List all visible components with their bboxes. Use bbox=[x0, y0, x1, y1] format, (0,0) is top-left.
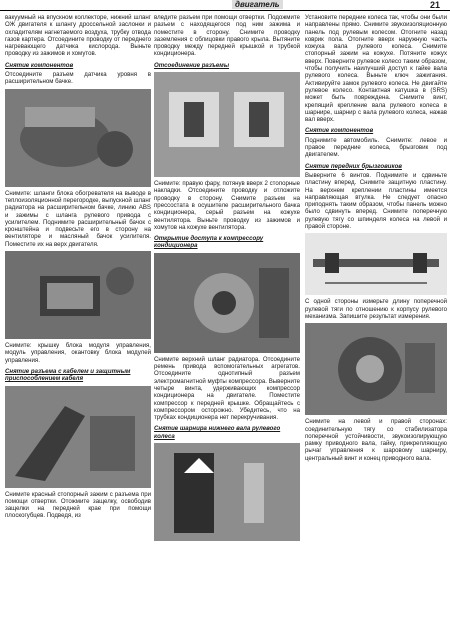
page-number: 21 bbox=[429, 0, 440, 10]
paragraph: Поднимите автомобиль. Снимите: левое и правое передние колеса, брызговик под двигателем. bbox=[305, 136, 447, 159]
paragraph: Выверните 6 винтов. Поднимите и сдвиньте пластину вперед. Снимите защитную пластину. На верхнем креплении пластины имеется направляющая втулка. Не следует опасно приподнять таким образом, чтобы панель можно было сдвинуть вперед. Снимите поперечную рулевую тягу со шпинделя колеса на левой и правой стороне. bbox=[305, 171, 447, 231]
engine-bay-photo bbox=[5, 89, 151, 187]
photo-caption: Снимите красный стопорный зажим с разъема при помощи отвертки. Отожмите защелку, освободив защелки на передней крае при помощи плоскогубцев. Подведя, из bbox=[5, 490, 151, 520]
section-heading: Снятие передних брызговиков bbox=[305, 162, 402, 170]
photo-caption: Снимите на левой и правой сторонах: соединительную тягу со стабилизатора поперечной устойчивости, звукоизолирующую рамку приводного вала, гайку, прикрепляющую рычаг управления к шаровому шарниру, центральный винт и конец приводного вала. bbox=[305, 418, 447, 462]
control-module-photo bbox=[5, 251, 151, 339]
section-heading: Снятие компонентов bbox=[5, 61, 74, 69]
ac-compressor-photo bbox=[154, 253, 300, 353]
section-heading: Отсоединение разъемы bbox=[154, 61, 230, 69]
section-heading: Снятие шарнира нижнего вала рулевого колеса bbox=[154, 425, 281, 440]
steering-shaft-photo bbox=[154, 443, 300, 541]
photo-caption: Снимите верхний шланг радиатора. Отсоедините ремень привода вспомогательных агрегатов. Отсоедините однотипный разъем электромагнитной муфты компрессора. Выверните четыре винта, удерживающих компрессор кондиционера на двигателе. Поместите компрессор к передней крышке. Обращайтесь с компрессором осторожно. Убедитесь, что на трубках кондиционера нет перекручивания. bbox=[154, 355, 300, 422]
tie-rod-diagram bbox=[305, 233, 447, 295]
paragraph: вледите разъем при помощи отвертки. Подожмите разъем с находящегося под ним зажима и поместите в сторону. Снимите проводку заземления с облицовки правого крыла. Вытяните проводку между передней крышкой и трубкой кондиционера. bbox=[154, 14, 300, 58]
page-header bbox=[0, 0, 450, 10]
section-heading: Снятие разъема с кабелем и защитным приспособлением кабеля bbox=[5, 367, 131, 383]
headlight-photo bbox=[154, 72, 300, 177]
section-heading: Открытие доступа к компрессору кондиционера bbox=[154, 235, 264, 250]
column-right bbox=[305, 14, 447, 464]
photo-caption: Снимите: правую фару, потянув вверх 2 стопорные накладки. Отсоедините проводку и отложите проводку в сторону. Снимите разъем на прессостата в осушителе расширительного бачка кондиционера, серый разъем на кожухе вентилятора. Выньте проводку из зажимов и хомутов на кожухе вентилятора. bbox=[154, 180, 300, 231]
paragraph: вакуумный на впускном коллекторе, нижний шланг ОЖ двигателя к шлангу дроссельной заслонки и охладителям нагнетаемого воздуха, трубку отвода газов картера. Отсоедините проводку от переднего нагревающего датчика кислорода. Выньте проводку из зажимов и хомутов. bbox=[5, 14, 151, 58]
paragraph: Отсоедините разъем датчика уровня в расширительном бачке. bbox=[5, 71, 151, 86]
paragraph: Установите передние колеса так, чтобы они были направлены прямо. Снимите звукоизоляционную панель под рулевым колесом. Отогните назад коврик пола. Отогните вверх наружную часть кожуха вала рулевого колеса. Снимите стопорный зажим на кожухе. Потяните кожух вверх. Поверните рулевое колесо таким образом, чтобы получить наилучший доступ к гайке вала рулевого колеса. Выньте ключ зажигания. Активируйте замок рулевого колеса. Не двигайте рулевое колесо. Контактная катушка в (SRS) может быть повреждена. Снимите винт, крепящий крепление вала рулевого колеса в шарнире, шарнир с вала рулевого колеса, нажав вал вверх. bbox=[305, 14, 447, 124]
stabilizer-link-photo bbox=[305, 323, 447, 415]
cable-connector-photo bbox=[5, 386, 151, 488]
section-heading: Снятие компонентов bbox=[305, 127, 374, 135]
header-title: двигатель bbox=[232, 0, 283, 9]
photo-caption: Снимите: шланги блока обогревателя на выводе в теплоизоляционной перегородке, выпускной шланг радиатора на расширительном бачке, линию ABS и зажимы с шланга рулевого привода с усилителем. Поднимите расширительный бачок с кронштейна и подвесьте его в сторону на вентиляторе и масляный бачок усилителя. Поместите их на верх двигателя. bbox=[5, 189, 151, 248]
header-rule bbox=[0, 10, 450, 11]
column-left bbox=[5, 14, 151, 522]
column-middle bbox=[154, 14, 300, 544]
photo-caption: С одной стороны измерьте длину поперечной рулевой тяги по отношению к корпусу рулевого механизма. Запишите результат измерения. bbox=[305, 298, 447, 320]
photo-caption: Снимите: крышку блока модуля управления, модуль управления, окантовку блока модулей управления. bbox=[5, 342, 151, 364]
